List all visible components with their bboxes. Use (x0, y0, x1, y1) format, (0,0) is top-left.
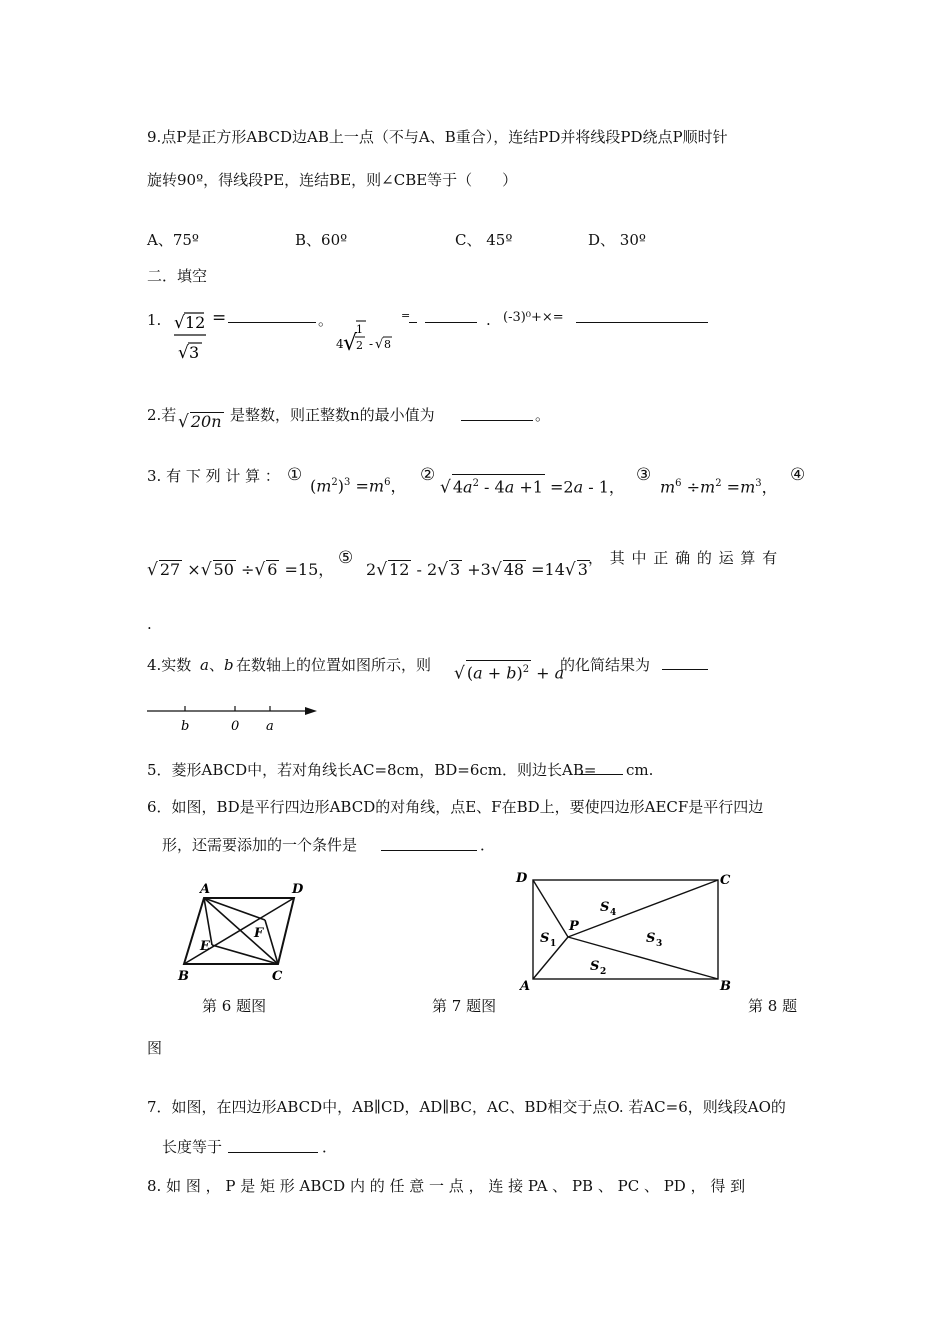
q5-answer-blank[interactable] (579, 774, 623, 775)
q7-answer-blank[interactable] (228, 1152, 318, 1153)
number-line-label-b: b (181, 719, 190, 734)
q1-answer-blank-3[interactable] (576, 322, 708, 323)
fig8-label-s3-sub: 3 (656, 939, 663, 949)
q3-dot: . (147, 615, 152, 633)
q2-answer-blank[interactable] (461, 420, 533, 421)
q7-end: ． (322, 1138, 338, 1156)
q7-line2: 长度等于 (162, 1138, 223, 1156)
q5-unit: cm. (626, 761, 654, 779)
svg-text:4: 4 (336, 337, 344, 351)
number-line-label-a: a (266, 719, 274, 734)
q4-expr: √ $(a + b)^2 + a$ (454, 660, 564, 683)
q3-circle-3: ③ (636, 465, 652, 485)
q5-text: 5．菱形ABCD中，若对角线长AC=8cm，BD=6cm．则边长AB= (147, 761, 597, 779)
figure-q6-parallelogram (160, 880, 320, 990)
q3-lead: 3. 有 下 列 计 算 ： (147, 467, 280, 485)
q6-line2: 形，还需要添加的一个条件是 (162, 836, 358, 854)
fig8-label-s4-sub: 4 (610, 908, 617, 918)
caption-fig6: 第 6 题图 (202, 997, 267, 1015)
q3-circle-1: ① (287, 465, 303, 485)
q3-expr-5: 2√ 12 - 2√ 3 +3√ 48 =14√ 3 (366, 560, 588, 580)
svg-text:12: 12 (185, 313, 206, 332)
q1-period: 。 (318, 311, 334, 329)
fig8-label-c: C (720, 873, 731, 888)
q4-mid: 在数轴上的位置如图所示，则 (236, 656, 432, 674)
q2-sqrt-20n: √ 20n (178, 412, 222, 432)
fig8-label-p: P (569, 919, 579, 934)
q1-answer-blank-1[interactable] (228, 322, 316, 323)
q6-end: ． (480, 836, 496, 854)
q2-prefix: 2.若 (147, 406, 177, 424)
fig8-label-s4: S (600, 900, 610, 915)
fig6-label-e: E (200, 939, 210, 954)
q9-option-b: B、60º (295, 231, 348, 249)
svg-text:1: 1 (356, 323, 363, 336)
q4-prefix: 4.实数 (147, 656, 192, 674)
q4-post: 的化简结果为 (560, 656, 651, 674)
svg-text:√: √ (174, 313, 185, 333)
q6-line1: 6．如图，BD是平行四边形ABCD的对角线，点E、F在BD上，要使四边形AECF是平行四边 (147, 798, 764, 816)
q1-number: 1. (147, 311, 162, 329)
q3-circle-2: ② (420, 465, 436, 485)
caption-fig8-wrap: 图 (147, 1039, 163, 1057)
fig8-label-s2-sub: 2 (600, 967, 607, 977)
fig6-label-c: C (272, 969, 283, 984)
caption-fig8: 第 8 题 (748, 997, 798, 1015)
number-line-label-0: 0 (231, 719, 240, 734)
fig6-label-d: D (292, 882, 304, 897)
fig6-label-b: B (178, 969, 189, 984)
svg-text:√: √ (343, 331, 358, 356)
q3-expr-2: √ $4a^2 - 4a +1 =2a - 1$， (440, 474, 625, 497)
q4-sep: 、 (209, 656, 225, 674)
q4-answer-blank[interactable] (662, 669, 708, 670)
svg-text:3: 3 (189, 343, 200, 362)
section-title: 二．填空 (147, 267, 208, 285)
fig8-label-a: A (520, 979, 531, 994)
q9-option-d: D、 30º (588, 231, 646, 249)
q1-answer-blank-2a[interactable] (409, 322, 417, 323)
q1-part3: (-3)⁰+×= (503, 310, 564, 325)
figure-q8-rectangle (512, 866, 742, 994)
q4-var-b: b (224, 656, 234, 674)
q3-circle-4: ④ (790, 465, 806, 485)
fig6-label-a: A (200, 882, 211, 897)
q2-end: 。 (535, 406, 551, 424)
q1-separator: . (486, 311, 491, 329)
q1-equals-2: = (401, 309, 411, 322)
q9-option-a: A、75º (147, 231, 199, 249)
svg-text:2: 2 (356, 339, 363, 352)
q3-expr-1: $(m^2)^3 =m^6$， (310, 476, 407, 496)
q6-answer-blank[interactable] (381, 850, 477, 851)
q8-line1: 8. 如 图 ， P 是 矩 形 ABCD 内 的 任 意 一 点 ， 连 接 PA 、 PB 、 PC 、 PD ， 得 到 (147, 1177, 746, 1195)
q4-var-a: a (200, 656, 209, 674)
q1-answer-blank-2[interactable] (425, 322, 477, 323)
fig8-label-s3: S (646, 931, 656, 946)
fig8-label-b: B (720, 979, 731, 994)
q9-line1: 9.点P是正方形ABCD边AB上一点（不与A、B重合），连结PD并将线段PD绕点P顺时针 (147, 128, 728, 146)
fig8-label-s2: S (590, 959, 600, 974)
q9-option-c: C、 45º (455, 231, 513, 249)
caption-fig7: 第 7 题图 (432, 997, 497, 1015)
q1-equals: = (212, 308, 227, 328)
svg-text:-: - (369, 337, 374, 351)
q9-line2: 旋转90º，得线段PE，连结BE，则∠CBE等于（ ） (147, 171, 518, 189)
q2-text: 是整数，则正整数n的最小值为 (230, 406, 435, 424)
fig8-label-s1-sub: 1 (550, 939, 557, 949)
fig6-label-f: F (254, 926, 264, 941)
svg-text:√: √ (375, 337, 384, 352)
q3-expr-3: $m^6 \div m^2 =m^3$， (660, 477, 778, 497)
fig8-label-d: D (516, 871, 528, 886)
q3-circle-5: ⑤ (338, 548, 354, 568)
fig8-label-s1: S (540, 931, 550, 946)
svg-text:8: 8 (384, 338, 391, 351)
q3-expr-4: √ 27 ×√ 50 ÷√ 6 =15， (147, 560, 335, 580)
q7-line1: 7．如图，在四边形ABCD中，AB∥CD，AD∥BC，AC、BD相交于点O. 若AC=6，则线段AO的 (147, 1098, 786, 1116)
q1-expression-2 (334, 308, 404, 364)
svg-text:√: √ (178, 343, 189, 363)
number-line (145, 700, 325, 736)
q3-tail: ， 其 中 正 确 的 运 算 有 (588, 549, 779, 567)
